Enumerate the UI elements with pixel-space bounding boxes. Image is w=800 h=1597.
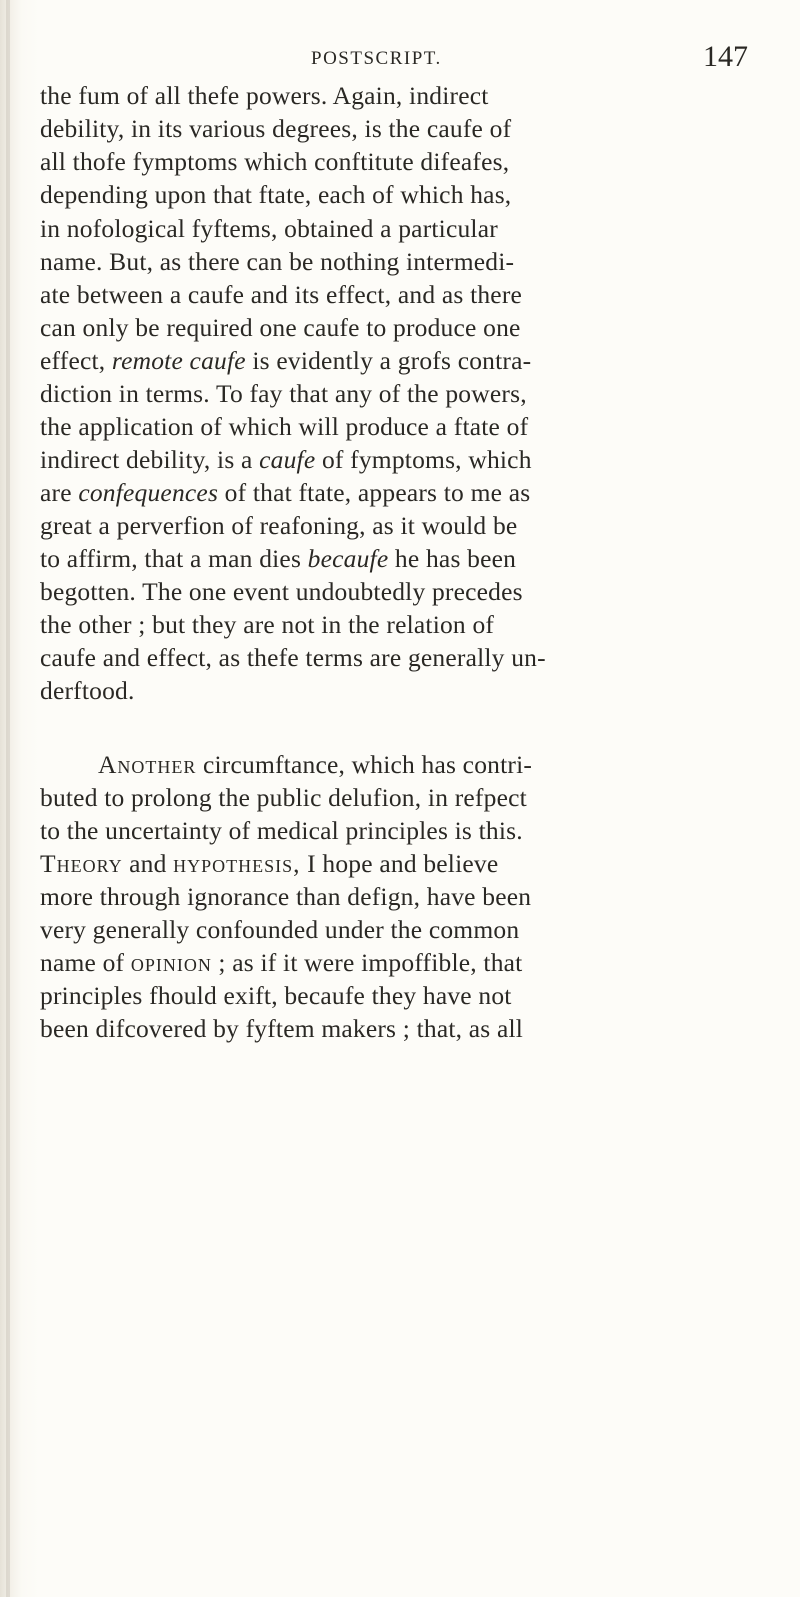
italic-term: caufe (259, 445, 316, 474)
text-line: begotten. The one event undoubtedly precedes (40, 577, 523, 606)
text-run: name of (40, 948, 131, 977)
text-line (40, 477, 530, 509)
text-run: of fymptoms, which (315, 445, 532, 474)
italic-term: becaufe (307, 544, 389, 573)
page-gutter-shadow (6, 0, 10, 1597)
text-line (98, 749, 532, 781)
text-run: indirect debility, is a (40, 445, 260, 474)
text-line: in nofological fyftems, obtained a particular (40, 214, 498, 243)
text-line: principles fhould exift, becaufe they have not (40, 981, 512, 1010)
text-line: buted to prolong the public delufion, in refpect (40, 783, 527, 812)
text-line: the fum of all thefe powers. Again, indirect (40, 81, 489, 110)
text-line: all thofe fymptoms which conftitute difeafes, (40, 147, 510, 176)
text-line (40, 947, 522, 979)
text-line (40, 345, 531, 377)
text-line: been difcovered by fyftem makers ; that, as all (40, 1014, 524, 1043)
text-run: to affirm, that a man dies (40, 544, 308, 573)
text-line (40, 444, 532, 476)
text-line: the application of which will produce a ftate of (40, 412, 529, 441)
small-caps-word: hypothesis, (173, 849, 301, 878)
text-line: the other ; but they are not in the relation of (40, 610, 495, 639)
small-caps-word: opinion (130, 948, 212, 977)
text-run: effect, (40, 346, 112, 375)
text-run: and (122, 849, 174, 878)
text-run: he has been (388, 544, 517, 573)
text-run: circumftance, which has contri- (196, 750, 533, 779)
text-line: to the uncertainty of medical principles is this. (40, 816, 523, 845)
page-number: 147 (703, 40, 748, 73)
text-run: ; as if it were impoffible, that (211, 948, 523, 977)
text-line (40, 543, 516, 575)
text-line: diction in terms. To fay that any of the powers, (40, 379, 527, 408)
text-line: derftood. (40, 676, 135, 705)
italic-term: remote caufe (111, 346, 246, 375)
text-line: ate between a caufe and its effect, and as there (40, 280, 523, 309)
text-line: very generally confounded under the common (40, 915, 520, 944)
small-caps-word: Another (98, 750, 197, 779)
running-title: POSTSCRIPT. (311, 48, 442, 69)
text-line: debility, in its various degrees, is the caufe of (40, 114, 512, 143)
text-line: great a perverfion of reafoning, as it would be (40, 511, 518, 540)
text-line: depending upon that ftate, each of which has, (40, 180, 512, 209)
text-run: are (40, 478, 79, 507)
text-line: caufe and effect, as thefe terms are generally un- (40, 643, 546, 672)
text-line: can only be required one caufe to produce one (40, 313, 521, 342)
text-line: name. But, as there can be nothing intermedi- (40, 247, 515, 276)
text-run: is evidently a grofs contra- (245, 346, 532, 375)
italic-term: confequences (78, 478, 219, 507)
text-line (40, 848, 498, 880)
text-run: of that ftate, appears to me as (218, 478, 531, 507)
running-head (0, 40, 800, 76)
small-caps-word: Theory (40, 849, 123, 878)
text-line: more through ignorance than defign, have been (40, 882, 532, 911)
text-run: I hope and believe (300, 849, 499, 878)
